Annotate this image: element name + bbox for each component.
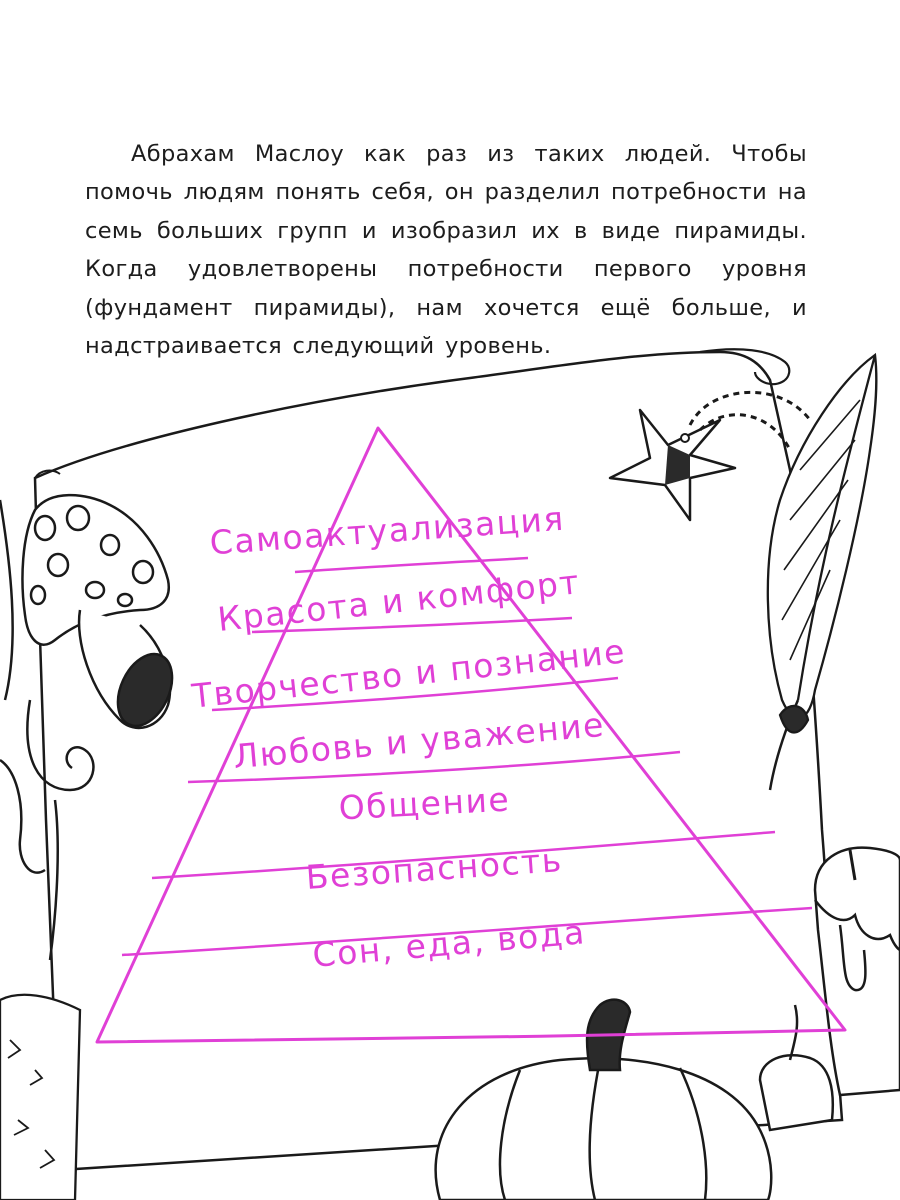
pyramid-level-4: Любовь и уважение <box>231 704 607 777</box>
book-icon <box>0 995 80 1200</box>
feather-icon <box>768 355 877 790</box>
pyramid-level-6: Красота и комфорт <box>215 562 582 639</box>
pyramid-level-1: Сон, еда, вода <box>310 912 588 975</box>
pyramid-level-7: Самоактуализация <box>208 498 566 563</box>
intro-paragraph: Абрахам Маслоу как раз из таких людей. Чтобы помочь людям понять себя, он разделил потребности на семь больших групп и изобразил их в виде пирамиды. Когда удовлетворены потребности первого уровня (фундамент пирамиды), нам хочется ещё больше, и надстраивается следующий уровень. <box>85 140 807 359</box>
parchment-sheet <box>35 352 842 1170</box>
pyramid-level-3: Общение <box>337 779 512 828</box>
pyramid-level-5: Творчество и познание <box>189 631 628 716</box>
pyramid-level-2: Безопасность <box>304 840 564 897</box>
